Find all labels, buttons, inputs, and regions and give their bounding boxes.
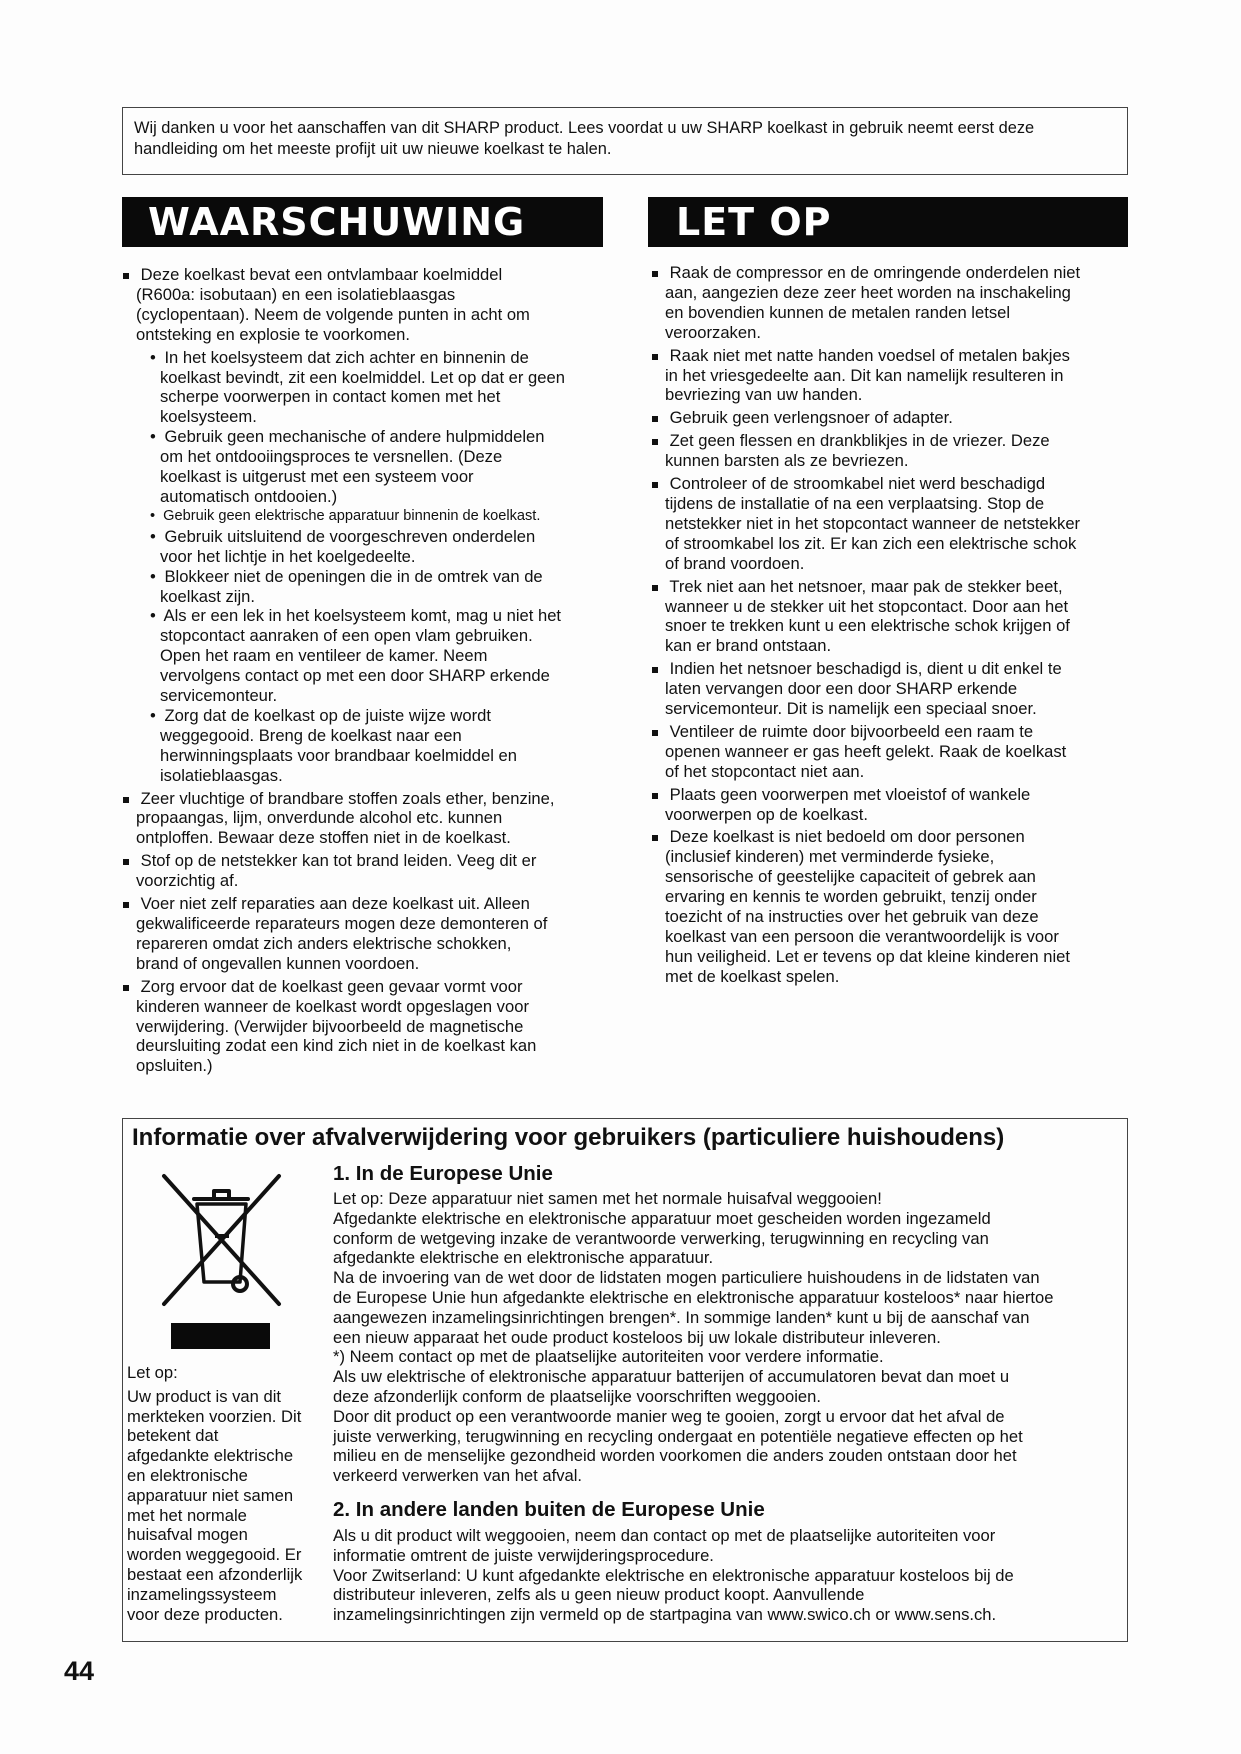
caution-item: Plaats geen voorwerpen met vloeistof of wankele voorwerpen op de koelkast. — [647, 785, 1133, 825]
warning-sublist — [118, 348, 608, 786]
caution-column — [647, 263, 1133, 990]
sub-item: • Gebruik geen mechanische of andere hulpmiddelen om het ontdooiingsproces te versnellen. (Deze koelkast is uitgerust met een systeem voor automatisch ontdooien.) — [150, 427, 608, 507]
crossed-out-wheelie-bin-icon — [158, 1172, 285, 1312]
caution-item: Gebruik geen verlengsnoer of adapter. — [647, 408, 1133, 428]
sub-item: • Zorg dat de koelkast op de juiste wijze wordt weggegooid. Breng de koelkast naar een herwinningsplaats voor brandbaar koelmiddel en isolatieblaasgas. — [150, 706, 608, 786]
section2-heading: 2. In andere landen buiten de Europese Unie — [333, 1498, 765, 1521]
sub-item: • Blokkeer niet de openingen die in de omtrek van de koelkast zijn. — [150, 567, 608, 607]
warning-item: Zorg ervoor dat de koelkast geen gevaar vormt voor kinderen wanneer de koelkast wordt opgeslagen voor verwijdering. (Verwijder bijvoorbeeld de magnetische deursluiting zodat een kind zich niet in de koelkast kan opsluiten.) — [118, 977, 608, 1077]
caution-item: Trek niet aan het netsnoer, maar pak de stekker beet, wanneer u de stekker uit het stopcontact. Door aan het snoer te trekken kunt u een elektrische schok krijgen of kan er brand ontstaan. — [647, 577, 1133, 657]
warning-item: Stof op de netstekker kan tot brand leiden. Veeg dit er voorzichtig af. — [118, 851, 608, 891]
warning-item: Zeer vluchtige of brandbare stoffen zoals ether, benzine, propaangas, lijm, onverdunde alcohol etc. kunnen ontploffen. Bewaar deze stoffen niet in de koelkast. — [118, 789, 608, 849]
warning-column — [118, 265, 608, 1079]
sub-item: • Als er een lek in het koelsysteem komt, mag u niet het stopcontact aanraken of een open vlam gebruiken. Open het raam en ventileer de kamer. Neem vervolgens contact op met een door SHARP erkende servicemonteur. — [150, 606, 608, 706]
separate-collection-bar — [171, 1323, 270, 1349]
caution-item: Ventileer de ruimte door bijvoorbeeld een raam te openen wanneer er gas heeft gelekt. Raak de koelkast of het stopcontact niet aan. — [647, 722, 1133, 782]
sub-item: • Gebruik uitsluitend de voorgeschreven onderdelen voor het lichtje in het koelgedeelte. — [150, 527, 608, 567]
warning-item-flammable: Deze koelkast bevat een ontvlambaar koelmiddel (R600a: isobutaan) en een isolatieblaasgas (cyclopentaan). Neem de volgende punten in acht om ontsteking en explosie te voorkomen. — [118, 265, 608, 345]
caution-item: Controleer of de stroomkabel niet werd beschadigd tijdens de installatie of na een verplaatsing. Stop de netstekker niet in het stopcontact wanneer de netstekker of stroomkabel los zit. Er kan zich een elektrische schok of brand voordoen. — [647, 474, 1133, 574]
section1-text: Let op: Deze apparatuur niet samen met het normale huisafval weggooien! Afgedankte elektrische en elektronische apparatuur moet gescheiden worden ingezameld conform de wetgeving inzake de verantwoorde verwerking, terugwinning en recycling van afgedankte elektrische en elektronische apparatuur. Na de invoering van de wet door de lidstaten mogen particuliere huishoudens in de lidstaten van de Europese Unie hun afgedankte elektrische en elektronische apparatuur kosteloos* naar hiertoe aangewezen inzamelingsinrichtingen brengen*. In sommige landen* kunt u bij de aanschaf van een nieuw apparaat het oude product kosteloos bij uw lokale distributeur inleveren. *) Neem contact op met de plaatselijke autoriteiten voor verdere informatie. Als uw elektrische of elektronische apparatuur batterijen of accumulatoren bevat dan moet u deze afzonderlijk conform de plaatselijke voorschriften weggooien. Door dit product op een verantwoorde manier weg te gooien, zorgt u ervoor dat het afval de juiste verwerking, terugwinning en recycling ondergaat en potentiële negatieve effecten op het milieu en de menselijke gezondheid worden voorkomen die anders zouden ontstaan door het verkeerd verwerken van het afval. — [333, 1189, 1054, 1486]
caution-item: Indien het netsnoer beschadigd is, dient u dit enkel te laten vervangen door een door SHARP erkende servicemonteur. Dit is namelijk een speciaal snoer. — [647, 659, 1133, 719]
warning-item: Voer niet zelf reparaties aan deze koelkast uit. Alleen gekwalificeerde reparateurs mogen deze demonteren of repareren omdat zich anders elektrische schokken, brand of ongevallen kunnen voordoen. — [118, 894, 608, 974]
section1-heading: 1. In de Europese Unie — [333, 1162, 553, 1185]
disposal-title: Informatie over afvalverwijdering voor gebruikers (particuliere huishoudens) — [132, 1124, 1005, 1151]
caution-banner: LET OP — [648, 197, 1128, 247]
page-number: 44 — [64, 1656, 95, 1686]
caution-item: Raak niet met natte handen voedsel of metalen bakjes in het vriesgedeelte aan. Dit kan namelijk resulteren in bevriezing van uw handen. — [647, 346, 1133, 406]
caution-item: Zet geen flessen en drankblikjes in de vriezer. Deze kunnen barsten als ze bevriezen. — [647, 431, 1133, 471]
warning-banner: WAARSCHUWING — [122, 197, 603, 247]
intro-box — [122, 107, 1128, 175]
caution-item: Deze koelkast is niet bedoeld om door personen (inclusief kinderen) met verminderde fysieke, sensorische of geestelijke capaciteit of gebrek aan ervaring en kennis te worden gebruikt, tenzij onder toezicht of na instructies over het gebruik van deze koelkast van een persoon die verantwoordelijk is voor hun veiligheid. Let er tevens op dat kleine kinderen niet met de koelkast spelen. — [647, 827, 1133, 986]
caution-item: Raak de compressor en de omringende onderdelen niet aan, aangezien deze zeer heet worden na inschakeling en bovendien kunnen de metalen randen letsel veroorzaken. — [647, 263, 1133, 343]
disposal-side-note: Let op: Uw product is van dit merkteken voorzien. Dit betekent dat afgedankte elektrische en elektronische apparatuur niet samen met het normale huisafval mogen worden weggegooid. Er bestaat een afzonderlijk inzamelingssysteem voor deze producten. — [127, 1363, 303, 1624]
sub-item: • In het koelsysteem dat zich achter en binnenin de koelkast bevindt, zit een koelmiddel. Let op dat er geen scherpe voorwerpen in contact komen met het koelsysteem. — [150, 348, 608, 428]
section2-text: Als u dit product wilt weggooien, neem dan contact op met de plaatselijke autoriteiten voor informatie omtrent de juiste verwijderingsprocedure. Voor Zwitserland: U kunt afgedankte elektrische en elektronische apparatuur kosteloos bij de distributeur inleveren, zelfs als u geen nieuw product koopt. Aanvullende inzamelingsinrichtingen zijn vermeld op de startpagina van www.swico.ch or www.sens.ch. — [333, 1526, 1014, 1625]
sub-item: • Gebruik geen elektrische apparatuur binnenin de koelkast. — [150, 507, 608, 527]
intro-text: Wij danken u voor het aanschaffen van dit SHARP product. Lees voordat u uw SHARP koelkast in gebruik neemt eerst deze handleiding om het meeste profijt uit uw nieuwe koelkast te halen. — [134, 119, 1035, 158]
